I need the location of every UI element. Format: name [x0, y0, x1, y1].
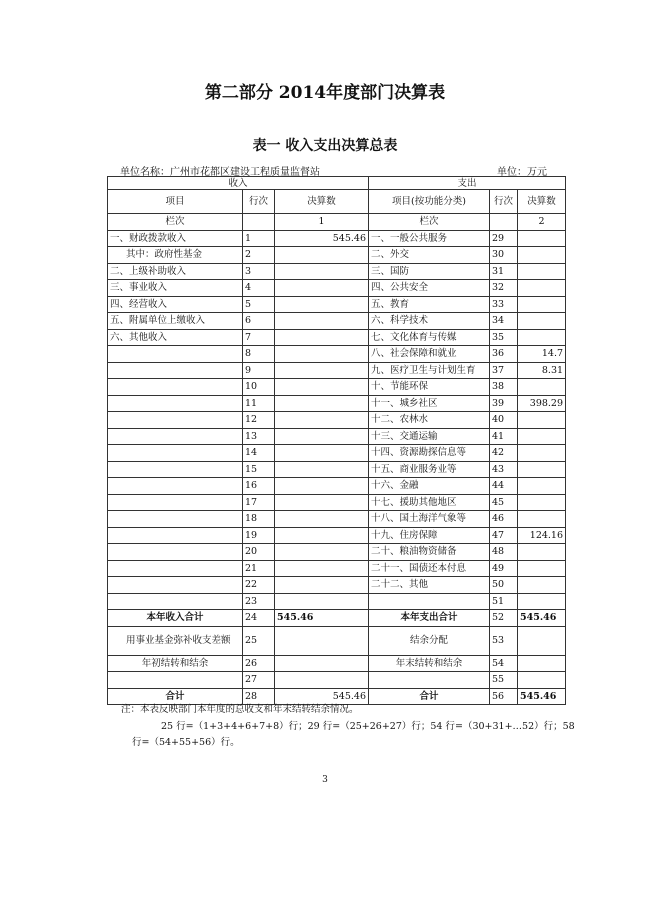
income-row-no: 14 — [243, 445, 275, 462]
income-amount — [275, 412, 369, 429]
expense-row-no: 54 — [490, 655, 518, 672]
income-amount — [275, 494, 369, 511]
expense-amount — [518, 280, 566, 297]
expense-item — [369, 672, 490, 689]
currency-unit: 单位：万元 — [497, 167, 547, 178]
expense-row-no: 44 — [490, 478, 518, 495]
page-title: 第二部分 2014年度部门决算表 — [204, 83, 446, 103]
table-row — [108, 280, 566, 297]
expense-amount — [518, 247, 566, 264]
expense-amount — [518, 511, 566, 528]
expense-amount — [518, 313, 566, 330]
income-row-no: 3 — [243, 263, 275, 280]
income-row-no: 20 — [243, 544, 275, 561]
income-section-header: 收入 — [108, 177, 369, 190]
expense-item: 十一、城乡社区 — [369, 395, 490, 412]
expense-row-no: 46 — [490, 511, 518, 528]
income-amount — [275, 577, 369, 594]
expense-item: 二十、粮油物资储备 — [369, 544, 490, 561]
income-amount — [275, 395, 369, 412]
expense-item: 年末结转和结余 — [369, 655, 490, 672]
income-amount: 545.46 — [275, 610, 369, 627]
income-row-no: 26 — [243, 655, 275, 672]
income-row-no: 13 — [243, 428, 275, 445]
lanci-empty — [243, 214, 275, 231]
expense-amount: 545.46 — [518, 688, 566, 705]
income-amount — [275, 247, 369, 264]
expense-row-no: 29 — [490, 230, 518, 247]
expense-row-no: 43 — [490, 461, 518, 478]
income-amount — [275, 672, 369, 689]
expense-row-no: 39 — [490, 395, 518, 412]
income-row-no: 2 — [243, 247, 275, 264]
expense-item — [369, 593, 490, 610]
expense-item: 十、节能环保 — [369, 379, 490, 396]
income-item — [108, 395, 243, 412]
income-row-no: 17 — [243, 494, 275, 511]
expense-row-no: 41 — [490, 428, 518, 445]
table-row — [108, 313, 566, 330]
expense-row-no: 32 — [490, 280, 518, 297]
income-row-no: 6 — [243, 313, 275, 330]
table-row — [108, 395, 566, 412]
expense-row-no: 45 — [490, 494, 518, 511]
income-amount — [275, 379, 369, 396]
table-row — [108, 412, 566, 429]
income-item: 五、附属单位上缴收入 — [108, 313, 243, 330]
table-row — [108, 445, 566, 462]
expense-row-no: 33 — [490, 296, 518, 313]
income-item — [108, 511, 243, 528]
expense-section-header: 支出 — [369, 177, 566, 190]
income-item — [108, 672, 243, 689]
col-header-amount2: 决算数 — [518, 190, 566, 214]
income-amount — [275, 626, 369, 655]
expense-item: 十六、金融 — [369, 478, 490, 495]
expense-item: 本年支出合计 — [369, 610, 490, 627]
expense-item: 十四、资源勘探信息等 — [369, 445, 490, 462]
expense-amount — [518, 655, 566, 672]
table-row — [108, 672, 566, 689]
table-row — [108, 296, 566, 313]
expense-row-no: 31 — [490, 263, 518, 280]
income-item — [108, 560, 243, 577]
income-item — [108, 445, 243, 462]
expense-row-no: 47 — [490, 527, 518, 544]
expense-item: 八、社会保障和就业 — [369, 346, 490, 363]
income-item — [108, 379, 243, 396]
expense-item: 七、文化体育与传媒 — [369, 329, 490, 346]
income-row-no: 8 — [243, 346, 275, 363]
income-item: 二、上级补助收入 — [108, 263, 243, 280]
income-item — [108, 494, 243, 511]
income-amount — [275, 461, 369, 478]
income-amount: 545.46 — [275, 688, 369, 705]
income-amount — [275, 527, 369, 544]
lanci-1: 1 — [275, 214, 369, 231]
expense-amount — [518, 412, 566, 429]
table-row — [108, 478, 566, 495]
income-item: 一、财政拨款收入 — [108, 230, 243, 247]
expense-item: 十三、交通运输 — [369, 428, 490, 445]
income-amount — [275, 428, 369, 445]
income-item — [108, 412, 243, 429]
expense-item: 十五、商业服务业等 — [369, 461, 490, 478]
expense-amount: 14.7 — [518, 346, 566, 363]
table-row — [108, 346, 566, 363]
income-item: 用事业基金弥补收支差额 — [108, 626, 243, 655]
income-amount — [275, 263, 369, 280]
expense-item: 二十二、其他 — [369, 577, 490, 594]
expense-row-no: 49 — [490, 560, 518, 577]
expense-row-no: 50 — [490, 577, 518, 594]
expense-amount — [518, 593, 566, 610]
income-amount — [275, 593, 369, 610]
income-amount — [275, 560, 369, 577]
income-amount — [275, 362, 369, 379]
table-row — [108, 626, 566, 655]
table-row — [108, 560, 566, 577]
income-expense-table — [107, 176, 566, 705]
income-item: 六、其他收入 — [108, 329, 243, 346]
col-header-row: 行次 — [243, 190, 275, 214]
expense-item: 二十一、国债还本付息 — [369, 560, 490, 577]
income-item — [108, 461, 243, 478]
table-row — [108, 247, 566, 264]
lanci-label2: 栏次 — [369, 214, 490, 231]
income-row-no: 18 — [243, 511, 275, 528]
table-title: 表一 收入支出决算总表 — [252, 138, 398, 154]
income-amount — [275, 329, 369, 346]
table-row — [108, 610, 566, 627]
expense-row-no: 37 — [490, 362, 518, 379]
expense-amount — [518, 672, 566, 689]
income-item: 四、经营收入 — [108, 296, 243, 313]
expense-amount: 124.16 — [518, 527, 566, 544]
expense-row-no: 56 — [490, 688, 518, 705]
table-row — [108, 577, 566, 594]
income-item: 其中：政府性基金 — [108, 247, 243, 264]
income-row-no: 9 — [243, 362, 275, 379]
col-header-item: 项目 — [108, 190, 243, 214]
table-row — [108, 329, 566, 346]
income-amount — [275, 544, 369, 561]
expense-row-no: 52 — [490, 610, 518, 627]
income-item: 本年收入合计 — [108, 610, 243, 627]
note-line-3: 行=（54+55+56）行。 — [132, 737, 240, 748]
expense-row-no: 30 — [490, 247, 518, 264]
expense-amount — [518, 478, 566, 495]
expense-item: 十七、援助其他地区 — [369, 494, 490, 511]
income-amount — [275, 478, 369, 495]
income-amount — [275, 511, 369, 528]
income-row-no: 10 — [243, 379, 275, 396]
income-row-no: 5 — [243, 296, 275, 313]
expense-row-no: 34 — [490, 313, 518, 330]
income-amount — [275, 655, 369, 672]
expense-amount — [518, 263, 566, 280]
expense-row-no: 55 — [490, 672, 518, 689]
expense-amount — [518, 494, 566, 511]
table-row — [108, 544, 566, 561]
expense-item: 四、公共安全 — [369, 280, 490, 297]
expense-amount: 398.29 — [518, 395, 566, 412]
income-item — [108, 362, 243, 379]
expense-amount: 8.31 — [518, 362, 566, 379]
unit-name: 单位名称：广州市花都区建设工程质量监督站 — [120, 167, 320, 178]
income-amount — [275, 346, 369, 363]
table-row — [108, 362, 566, 379]
expense-item: 九、医疗卫生与计划生育 — [369, 362, 490, 379]
income-amount — [275, 445, 369, 462]
income-row-no: 11 — [243, 395, 275, 412]
table-row — [108, 527, 566, 544]
expense-row-no: 36 — [490, 346, 518, 363]
page-number: 3 — [322, 775, 328, 785]
expense-amount — [518, 428, 566, 445]
note-line-2: 25 行=（1+3+4+6+7+8）行；29 行=（25+26+27）行；54 行=（30+31+…52）行；58 — [161, 721, 575, 732]
expense-item: 二、外交 — [369, 247, 490, 264]
expense-amount — [518, 577, 566, 594]
income-row-no: 19 — [243, 527, 275, 544]
income-row-no: 15 — [243, 461, 275, 478]
table-row — [108, 511, 566, 528]
expense-row-no: 53 — [490, 626, 518, 655]
expense-row-no: 51 — [490, 593, 518, 610]
income-item — [108, 593, 243, 610]
expense-amount: 545.46 — [518, 610, 566, 627]
table-row — [108, 379, 566, 396]
income-row-no: 16 — [243, 478, 275, 495]
expense-item: 一、一般公共服务 — [369, 230, 490, 247]
expense-item: 十八、国土海洋气象等 — [369, 511, 490, 528]
col-header-row2: 行次 — [490, 190, 518, 214]
col-header-amount: 决算数 — [275, 190, 369, 214]
income-row-no: 21 — [243, 560, 275, 577]
income-amount — [275, 313, 369, 330]
lanci-empty2 — [490, 214, 518, 231]
note-line-1: 注：本表反映部门本年度的总收支和年末结转结余情况。 — [121, 704, 359, 715]
expense-amount — [518, 329, 566, 346]
income-item — [108, 346, 243, 363]
expense-item: 十九、住房保障 — [369, 527, 490, 544]
income-item — [108, 577, 243, 594]
expense-item: 三、国防 — [369, 263, 490, 280]
expense-amount — [518, 560, 566, 577]
income-row-no: 12 — [243, 412, 275, 429]
income-row-no: 1 — [243, 230, 275, 247]
expense-item: 五、教育 — [369, 296, 490, 313]
income-row-no: 23 — [243, 593, 275, 610]
expense-item: 十二、农林水 — [369, 412, 490, 429]
table-row — [108, 428, 566, 445]
income-item — [108, 428, 243, 445]
lanci-2: 2 — [518, 214, 566, 231]
income-row-no: 27 — [243, 672, 275, 689]
lanci-label: 栏次 — [108, 214, 243, 231]
income-row-no: 4 — [243, 280, 275, 297]
expense-row-no: 40 — [490, 412, 518, 429]
income-item: 合计 — [108, 688, 243, 705]
expense-amount — [518, 626, 566, 655]
expense-row-no: 35 — [490, 329, 518, 346]
expense-amount — [518, 379, 566, 396]
expense-item: 结余分配 — [369, 626, 490, 655]
table-row — [108, 655, 566, 672]
income-amount — [275, 296, 369, 313]
income-item: 年初结转和结余 — [108, 655, 243, 672]
expense-item: 合计 — [369, 688, 490, 705]
expense-amount — [518, 461, 566, 478]
income-item — [108, 478, 243, 495]
income-item — [108, 527, 243, 544]
expense-row-no: 48 — [490, 544, 518, 561]
expense-amount — [518, 544, 566, 561]
income-row-no: 22 — [243, 577, 275, 594]
expense-row-no: 38 — [490, 379, 518, 396]
income-item — [108, 544, 243, 561]
table-row — [108, 461, 566, 478]
table-row — [108, 263, 566, 280]
table-row — [108, 593, 566, 610]
income-amount — [275, 280, 369, 297]
expense-item: 六、科学技术 — [369, 313, 490, 330]
expense-row-no: 42 — [490, 445, 518, 462]
expense-amount — [518, 445, 566, 462]
income-row-no: 25 — [243, 626, 275, 655]
expense-amount — [518, 230, 566, 247]
income-item: 三、事业收入 — [108, 280, 243, 297]
income-row-no: 28 — [243, 688, 275, 705]
table-row — [108, 230, 566, 247]
income-amount: 545.46 — [275, 230, 369, 247]
table-row — [108, 494, 566, 511]
income-row-no: 24 — [243, 610, 275, 627]
col-header-item-func: 项目(按功能分类) — [369, 190, 490, 214]
expense-amount — [518, 296, 566, 313]
income-row-no: 7 — [243, 329, 275, 346]
